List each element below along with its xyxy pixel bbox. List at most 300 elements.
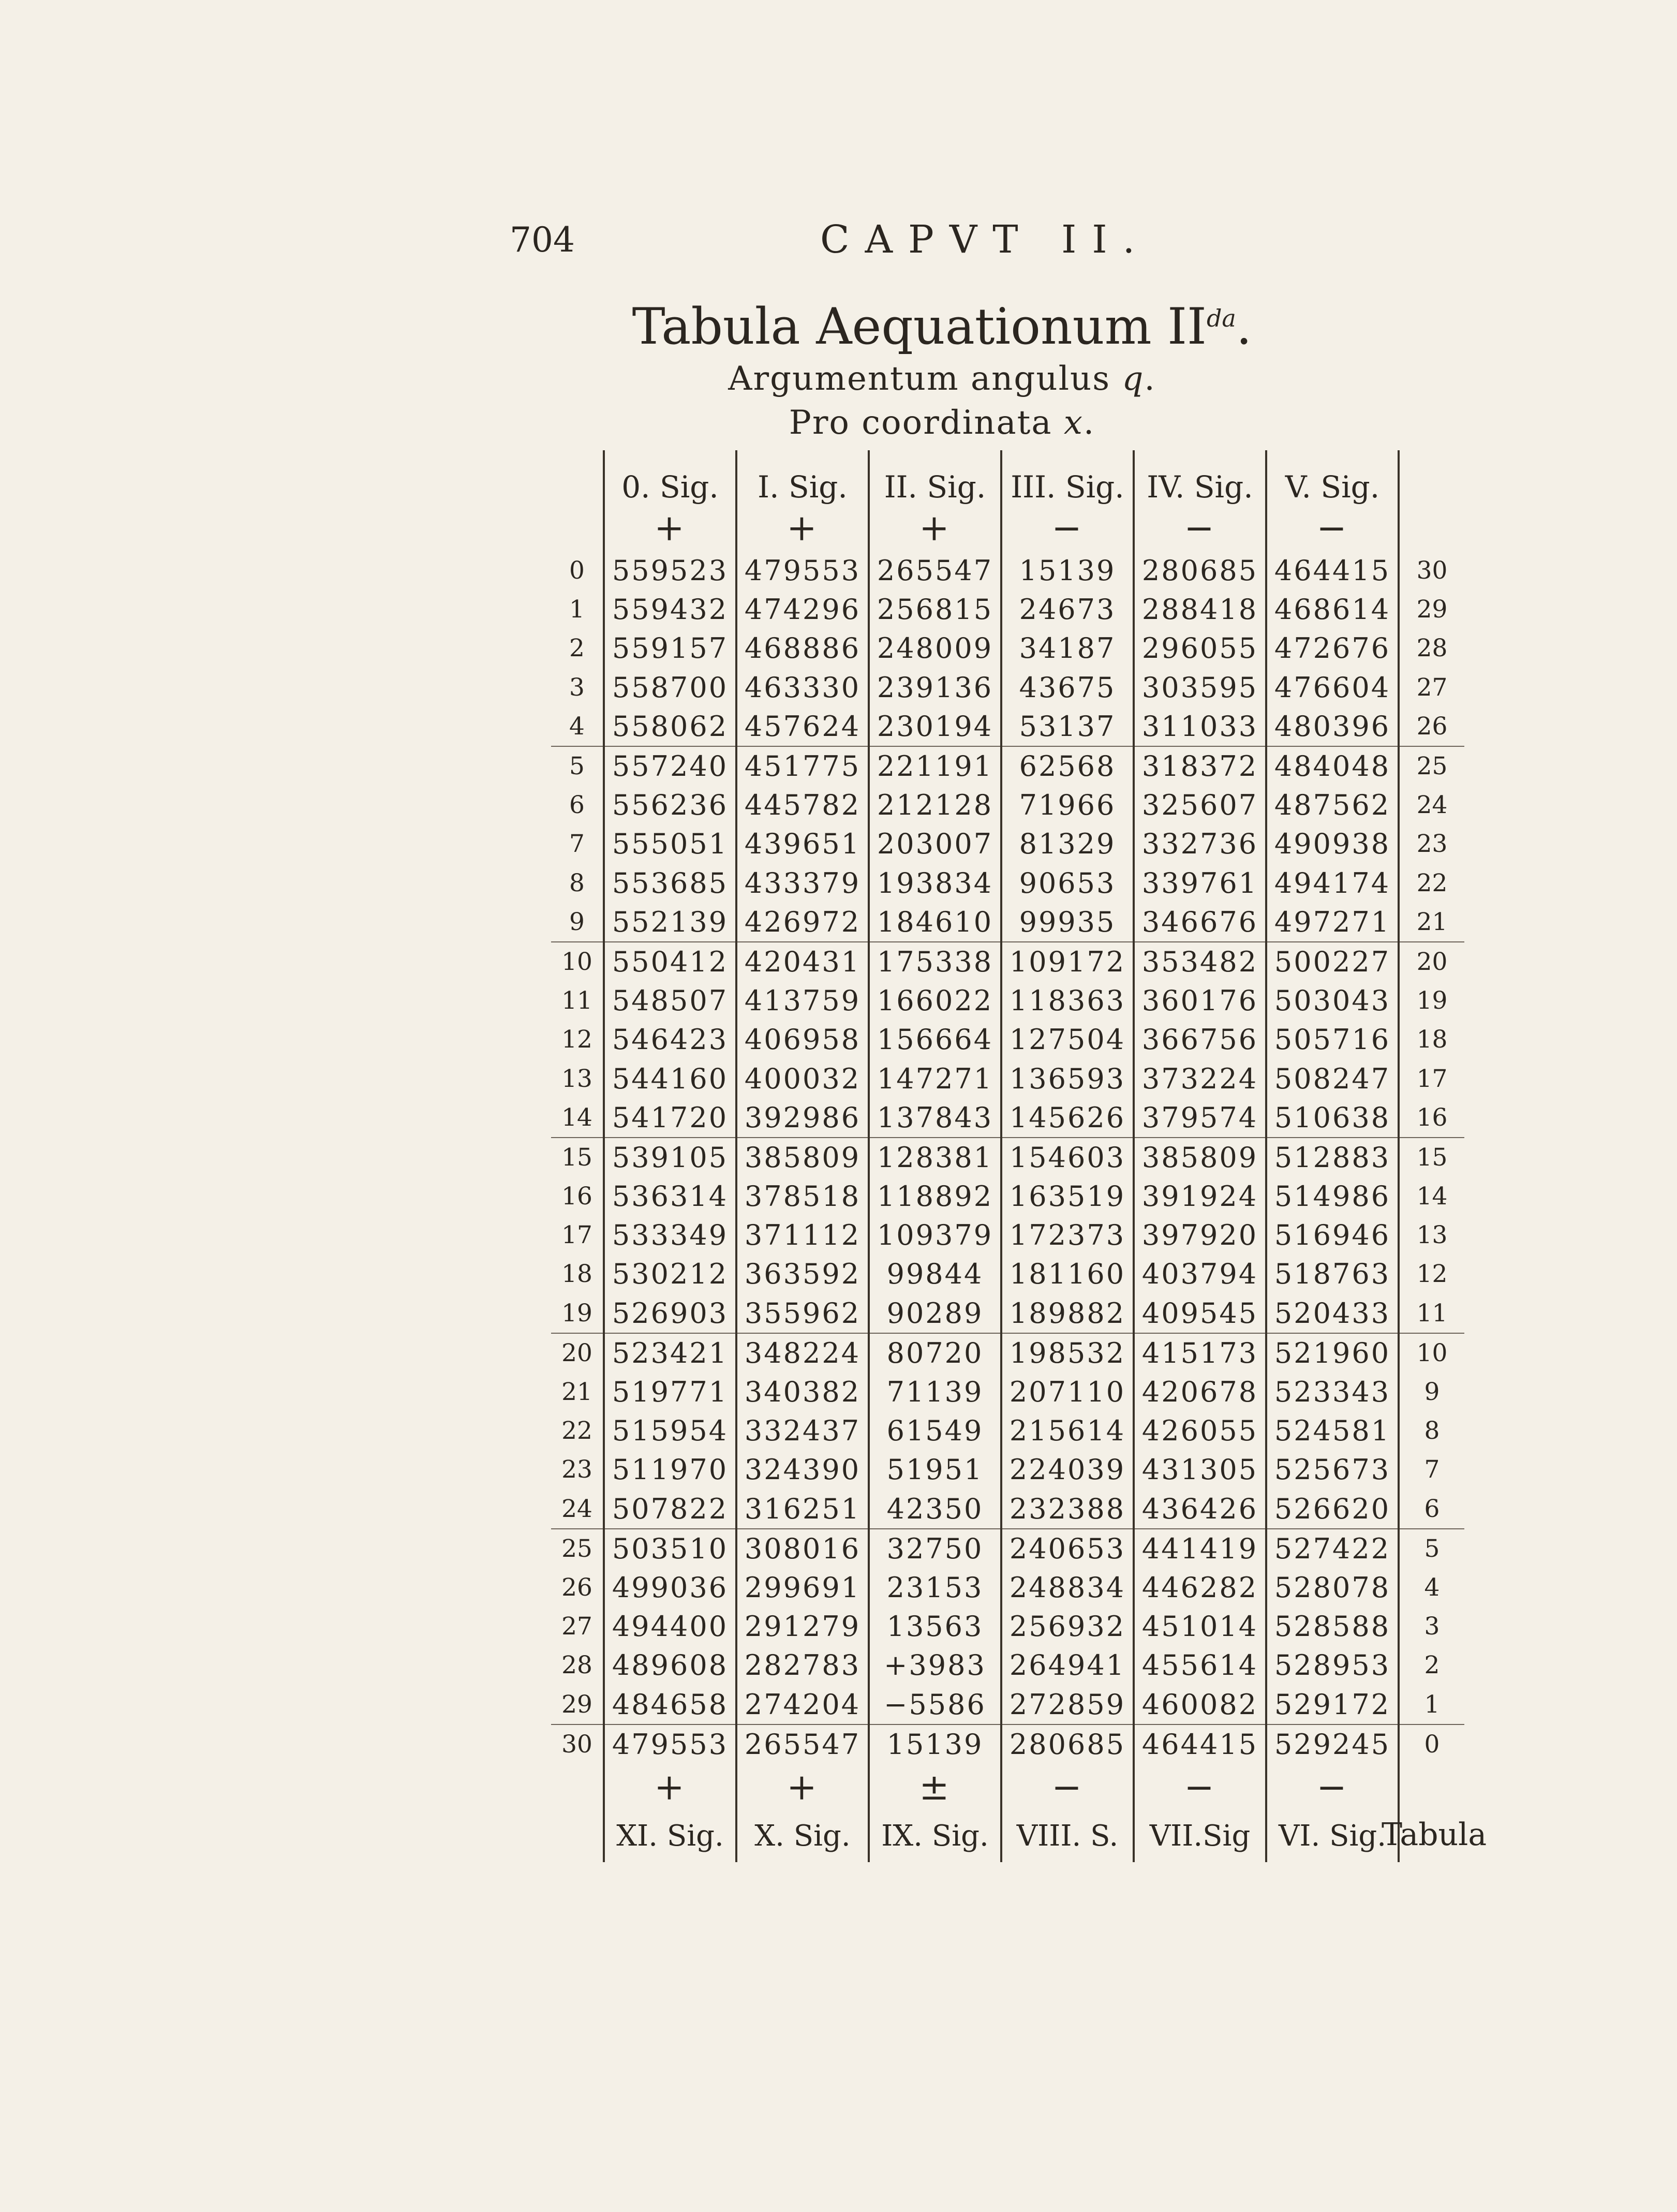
table-cell: 207110 <box>1001 1373 1134 1411</box>
table-cell: 224039 <box>1001 1450 1134 1489</box>
table-cell: 353482 <box>1134 942 1266 981</box>
degree-right: 0 <box>1424 1730 1440 1759</box>
table-cell: 373224 <box>1134 1059 1266 1098</box>
table-cell: 99844 <box>869 1255 1001 1293</box>
table-cell: 128381 <box>869 1138 1001 1177</box>
table-cell: 431305 <box>1134 1450 1266 1489</box>
table-cell: 118892 <box>869 1177 1001 1216</box>
table-cell: 409545 <box>1134 1294 1266 1333</box>
table-cell: 198532 <box>1001 1333 1134 1373</box>
table-row <box>551 1411 1464 1450</box>
table-cell: 557240 <box>604 746 736 786</box>
table-cell: 193834 <box>869 864 1001 903</box>
table-cell: 541720 <box>604 1098 736 1138</box>
table-cell: 184610 <box>869 903 1001 942</box>
table-cell: 355962 <box>736 1294 869 1333</box>
title-superscript: da <box>1206 304 1236 332</box>
subtitle-argument-variable: q <box>1122 360 1145 398</box>
table-cell: 288418 <box>1134 590 1266 629</box>
table-cell: 464415 <box>1266 551 1399 590</box>
table-cell: 420678 <box>1134 1373 1266 1411</box>
table-cell: 528588 <box>1266 1607 1399 1646</box>
degree-right: 13 <box>1416 1221 1448 1250</box>
table-cell: 13563 <box>869 1607 1001 1646</box>
degree-left: 9 <box>551 903 604 942</box>
degree-right: 21 <box>1399 903 1464 942</box>
degree-right: 9 <box>1424 1378 1440 1407</box>
degree-left: 17 <box>561 1221 592 1250</box>
degree-left: 5 <box>569 752 585 781</box>
table-cell: 23153 <box>869 1568 1001 1607</box>
top-sign-header: I. Sig. <box>736 450 869 505</box>
subtitle-coordinate-text: Pro coordinata <box>789 404 1064 442</box>
degree-left: 24 <box>551 1490 604 1529</box>
table-cell: 379574 <box>1134 1098 1266 1138</box>
table-cell: 127504 <box>1001 1020 1134 1059</box>
equation-table <box>551 450 1464 1862</box>
top-sign-row <box>551 450 1464 505</box>
table-cell: 520433 <box>1266 1294 1399 1333</box>
table-cell: 32750 <box>869 1529 1001 1568</box>
table-cell: 446282 <box>1134 1568 1266 1607</box>
table-cell: 147271 <box>869 1059 1001 1098</box>
degree-left: 10 <box>561 947 592 976</box>
table-cell: 397920 <box>1134 1216 1266 1255</box>
degree-right: 20 <box>1416 947 1448 976</box>
table-cell: 324390 <box>736 1450 869 1489</box>
table-cell: 436426 <box>1134 1490 1266 1529</box>
table-cell: 468886 <box>736 629 869 668</box>
bottom-sign-header: IX. Sig. <box>869 1810 1001 1862</box>
table-cell: 265547 <box>736 1724 869 1764</box>
table-cell: 392986 <box>736 1098 869 1138</box>
table-cell: 109379 <box>869 1216 1001 1255</box>
table-row <box>551 1294 1464 1333</box>
table-cell: 479553 <box>736 551 869 590</box>
table-cell: 256932 <box>1001 1607 1134 1646</box>
table-cell: 332736 <box>1134 824 1266 863</box>
degree-left: 30 <box>561 1730 592 1759</box>
table-cell: 476604 <box>1266 668 1399 707</box>
table-cell: 439651 <box>736 824 869 863</box>
table-cell: 80720 <box>869 1333 1001 1373</box>
table-cell: 299691 <box>736 1568 869 1607</box>
table-cell: 500227 <box>1266 942 1399 981</box>
table-cell: 544160 <box>604 1059 736 1098</box>
table-cell: 480396 <box>1266 707 1399 746</box>
table-row <box>551 1490 1464 1529</box>
table-row <box>551 590 1464 629</box>
degree-left: 2 <box>569 634 585 663</box>
degree-left: 23 <box>561 1455 592 1484</box>
table-cell: 348224 <box>736 1333 869 1373</box>
table-cell: 474296 <box>736 590 869 629</box>
table-row <box>551 1255 1464 1293</box>
table-cell: 548507 <box>604 981 736 1020</box>
degree-right: 19 <box>1416 986 1448 1015</box>
degree-right: 15 <box>1416 1143 1448 1172</box>
degree-left: 18 <box>561 1260 592 1289</box>
table-cell: 508247 <box>1266 1059 1399 1098</box>
table-cell: 552139 <box>604 903 736 942</box>
title-end: . <box>1236 298 1252 356</box>
table-cell: 163519 <box>1001 1177 1134 1216</box>
table-cell: 318372 <box>1134 746 1266 786</box>
table-row <box>551 942 1464 981</box>
table-cell: 559432 <box>604 590 736 629</box>
table-row <box>551 1646 1464 1685</box>
degree-left: 7 <box>569 830 585 859</box>
degree-left: 15 <box>561 1143 592 1172</box>
table-cell: 303595 <box>1134 668 1266 707</box>
degree-right: 8 <box>1424 1417 1440 1446</box>
table-cell: 90289 <box>869 1294 1001 1333</box>
table-cell: 15139 <box>869 1724 1001 1764</box>
table-cell: 505716 <box>1266 1020 1399 1059</box>
degree-right: 2 <box>1424 1651 1440 1680</box>
table-cell: 526620 <box>1266 1490 1399 1529</box>
table-cell: 248009 <box>869 629 1001 668</box>
table-cell: 451775 <box>736 746 869 786</box>
degree-left: 28 <box>561 1651 592 1680</box>
table-cell: 530212 <box>604 1255 736 1293</box>
table-cell: 510638 <box>1266 1098 1399 1138</box>
table-cell: 451014 <box>1134 1607 1266 1646</box>
degree-right: 24 <box>1416 791 1448 820</box>
table-cell: 499036 <box>604 1568 736 1607</box>
table-cell: 172373 <box>1001 1216 1134 1255</box>
table-cell: 212128 <box>869 786 1001 824</box>
table-row <box>551 1450 1464 1489</box>
table-cell: 109172 <box>1001 942 1134 981</box>
table-cell: 528078 <box>1266 1568 1399 1607</box>
table-cell: 61549 <box>869 1411 1001 1450</box>
degree-left: 4 <box>551 707 604 746</box>
page-number: 704 <box>510 220 575 260</box>
table-cell: 558062 <box>604 707 736 746</box>
table-row <box>551 1098 1464 1138</box>
degree-right: 14 <box>1416 1182 1448 1211</box>
table-cell: 420431 <box>736 942 869 981</box>
table-cell: 308016 <box>736 1529 869 1568</box>
table-cell: 518763 <box>1266 1255 1399 1293</box>
table-row <box>551 1724 1464 1764</box>
table-cell: 528953 <box>1266 1646 1399 1685</box>
table-cell: 203007 <box>869 824 1001 863</box>
table-cell: 464415 <box>1134 1724 1266 1764</box>
table-row <box>551 1138 1464 1177</box>
degree-right: 22 <box>1416 868 1448 897</box>
degree-left: 16 <box>561 1182 592 1211</box>
degree-right: 29 <box>1416 595 1448 624</box>
table-cell: 460082 <box>1134 1685 1266 1724</box>
table-cell: 51951 <box>869 1450 1001 1489</box>
table-cell: 556236 <box>604 786 736 824</box>
table-cell: 445782 <box>736 786 869 824</box>
table-row <box>551 824 1464 863</box>
table-cell: 426972 <box>736 903 869 942</box>
top-sign-mark: − <box>1134 505 1266 551</box>
corner-cell <box>1399 505 1464 551</box>
subtitle-coordinate: Pro coordinata x. <box>789 404 1095 442</box>
table-cell: 291279 <box>736 1607 869 1646</box>
table-row <box>551 746 1464 786</box>
table-cell: 484048 <box>1266 746 1399 786</box>
corner-cell <box>551 1764 604 1810</box>
table-cell: 366756 <box>1134 1020 1266 1059</box>
table-cell: 406958 <box>736 1020 869 1059</box>
corner-cell <box>551 450 604 505</box>
table-cell: 441419 <box>1134 1529 1266 1568</box>
bottom-sign-mark: − <box>1134 1764 1266 1810</box>
table-row <box>551 1607 1464 1646</box>
table-cell: 99935 <box>1001 903 1134 942</box>
degree-right: 16 <box>1399 1098 1464 1138</box>
top-sign-mark: − <box>1001 505 1134 551</box>
table-cell: 521960 <box>1266 1333 1399 1373</box>
table-cell: 479553 <box>604 1724 736 1764</box>
table-cell: 360176 <box>1134 981 1266 1020</box>
table-cell: 507822 <box>604 1490 736 1529</box>
table-cell: 332437 <box>736 1411 869 1450</box>
table-cell: 181160 <box>1001 1255 1134 1293</box>
table-cell: 340382 <box>736 1373 869 1411</box>
table-cell: 248834 <box>1001 1568 1134 1607</box>
catchword: Tabula <box>1382 1817 1487 1853</box>
table-cell: 325607 <box>1134 786 1266 824</box>
corner-cell <box>551 1810 604 1862</box>
top-sign-header: V. Sig. <box>1266 450 1399 505</box>
table-cell: −5586 <box>869 1685 1001 1724</box>
table-row <box>551 1333 1464 1373</box>
bottom-sign-row <box>551 1810 1464 1862</box>
table-cell: 311033 <box>1134 707 1266 746</box>
degree-left: 27 <box>561 1612 592 1641</box>
table-cell: 316251 <box>736 1490 869 1529</box>
table-row <box>551 629 1464 668</box>
degree-right: 1 <box>1399 1685 1464 1724</box>
degree-left: 20 <box>561 1338 592 1367</box>
table-cell: 533349 <box>604 1216 736 1255</box>
table-cell: 455614 <box>1134 1646 1266 1685</box>
table-cell: 463330 <box>736 668 869 707</box>
table-cell: 24673 <box>1001 590 1134 629</box>
degree-right: 5 <box>1424 1534 1440 1563</box>
table-cell: 553685 <box>604 864 736 903</box>
table-cell: 514986 <box>1266 1177 1399 1216</box>
table-cell: 215614 <box>1001 1411 1134 1450</box>
table-cell: 154603 <box>1001 1138 1134 1177</box>
table-cell: 145626 <box>1001 1098 1134 1138</box>
top-sign-mark: + <box>604 505 736 551</box>
degree-right: 12 <box>1416 1260 1448 1289</box>
bottom-sign-mark: + <box>736 1764 869 1810</box>
top-sign-header: 0. Sig. <box>604 450 736 505</box>
degree-right: 26 <box>1399 707 1464 746</box>
table-cell: 346676 <box>1134 903 1266 942</box>
top-mark-row <box>551 505 1464 551</box>
table-cell: 515954 <box>604 1411 736 1450</box>
table-row <box>551 1568 1464 1607</box>
subtitle-argument-text: Argumentum angulus <box>728 360 1122 398</box>
table-cell: 558700 <box>604 668 736 707</box>
degree-left: 29 <box>551 1685 604 1724</box>
bottom-sign-header: XI. Sig. <box>604 1810 736 1862</box>
degree-left: 1 <box>569 595 585 624</box>
top-sign-header: IV. Sig. <box>1134 450 1266 505</box>
table-cell: 81329 <box>1001 824 1134 863</box>
degree-right: 6 <box>1399 1490 1464 1529</box>
table-cell: 240653 <box>1001 1529 1134 1568</box>
bottom-sign-header: VIII. S. <box>1001 1810 1134 1862</box>
bottom-sign-header: X. Sig. <box>736 1810 869 1862</box>
degree-left: 8 <box>569 868 585 897</box>
table-cell: 71139 <box>869 1373 1001 1411</box>
table-cell: 484658 <box>604 1685 736 1724</box>
table-row <box>551 668 1464 707</box>
table-cell: 555051 <box>604 824 736 863</box>
table-cell: 503043 <box>1266 981 1399 1020</box>
degree-right: 30 <box>1416 556 1448 585</box>
running-head: CAPVT II. <box>820 217 1151 262</box>
table-row <box>551 1685 1464 1724</box>
bottom-sign-header: VII.Sig <box>1134 1810 1266 1862</box>
table-cell: 264941 <box>1001 1646 1134 1685</box>
table-cell: 487562 <box>1266 786 1399 824</box>
table-cell: 526903 <box>604 1294 736 1333</box>
table-cell: 378518 <box>736 1177 869 1216</box>
degree-right: 17 <box>1416 1064 1448 1093</box>
table-cell: 71966 <box>1001 786 1134 824</box>
degree-right: 7 <box>1424 1455 1440 1484</box>
table-row <box>551 707 1464 746</box>
table-cell: 494400 <box>604 1607 736 1646</box>
table-cell: 536314 <box>604 1177 736 1216</box>
degree-left: 6 <box>569 791 585 820</box>
table-cell: 490938 <box>1266 824 1399 863</box>
table-cell: 265547 <box>869 551 1001 590</box>
table-cell: 472676 <box>1266 629 1399 668</box>
top-sign-header: III. Sig. <box>1001 450 1134 505</box>
table-cell: 539105 <box>604 1138 736 1177</box>
subtitle-argument: Argumentum angulus q. <box>728 360 1156 398</box>
table-cell: 189882 <box>1001 1294 1134 1333</box>
table-cell: 468614 <box>1266 590 1399 629</box>
table-row <box>551 1529 1464 1568</box>
table-cell: 166022 <box>869 981 1001 1020</box>
table-cell: 43675 <box>1001 668 1134 707</box>
table-cell: 415173 <box>1134 1333 1266 1373</box>
table-cell: 525673 <box>1266 1450 1399 1489</box>
degree-left: 3 <box>569 673 585 702</box>
table-cell: 34187 <box>1001 629 1134 668</box>
table-cell: 497271 <box>1266 903 1399 942</box>
table-cell: 15139 <box>1001 551 1134 590</box>
degree-right: 4 <box>1424 1573 1440 1602</box>
table-cell: 137843 <box>869 1098 1001 1138</box>
degree-left: 11 <box>561 986 592 1015</box>
table-cell: 489608 <box>604 1646 736 1685</box>
table-cell: 403794 <box>1134 1255 1266 1293</box>
degree-left: 22 <box>561 1417 592 1446</box>
table-row <box>551 786 1464 824</box>
corner-cell <box>551 505 604 551</box>
table-cell: 524581 <box>1266 1411 1399 1450</box>
table-row <box>551 1059 1464 1098</box>
table-cell: 371112 <box>736 1216 869 1255</box>
degree-left: 21 <box>561 1378 592 1407</box>
table-cell: 282783 <box>736 1646 869 1685</box>
table-row <box>551 1216 1464 1255</box>
table-cell: 118363 <box>1001 981 1134 1020</box>
table-cell: 527422 <box>1266 1529 1399 1568</box>
table-cell: 280685 <box>1134 551 1266 590</box>
bottom-mark-row <box>551 1764 1464 1810</box>
table-cell: 400032 <box>736 1059 869 1098</box>
table-row <box>551 981 1464 1020</box>
table-cell: 519771 <box>604 1373 736 1411</box>
table-cell: 230194 <box>869 707 1001 746</box>
table-cell: 550412 <box>604 942 736 981</box>
table-cell: 296055 <box>1134 629 1266 668</box>
table-cell: 156664 <box>869 1020 1001 1059</box>
degree-right: 25 <box>1416 752 1448 781</box>
degree-right: 10 <box>1416 1338 1448 1367</box>
table-cell: 42350 <box>869 1490 1001 1529</box>
table-title <box>0 298 1677 356</box>
table-cell: 426055 <box>1134 1411 1266 1450</box>
table-cell: 363592 <box>736 1255 869 1293</box>
bottom-sign-mark: + <box>604 1764 736 1810</box>
table-cell: 457624 <box>736 707 869 746</box>
table-cell: 391924 <box>1134 1177 1266 1216</box>
table-cell: 256815 <box>869 590 1001 629</box>
degree-left: 26 <box>561 1573 592 1602</box>
table-row <box>551 864 1464 903</box>
table-cell: 221191 <box>869 746 1001 786</box>
table-cell: 274204 <box>736 1685 869 1724</box>
degree-right: 28 <box>1416 634 1448 663</box>
table-row <box>551 1177 1464 1216</box>
degree-left: 12 <box>561 1025 592 1054</box>
degree-right: 27 <box>1416 673 1448 702</box>
table-cell: 494174 <box>1266 864 1399 903</box>
table-cell: 53137 <box>1001 707 1134 746</box>
corner-cell <box>1399 450 1464 505</box>
table-cell: 512883 <box>1266 1138 1399 1177</box>
top-sign-header: II. Sig. <box>869 450 1001 505</box>
top-sign-mark: + <box>736 505 869 551</box>
top-sign-mark: + <box>869 505 1001 551</box>
top-sign-mark: − <box>1266 505 1399 551</box>
table-cell: 272859 <box>1001 1685 1134 1724</box>
bottom-sign-header: VI. Sig. <box>1266 1810 1399 1862</box>
degree-left: 13 <box>561 1064 592 1093</box>
table-cell: 523343 <box>1266 1373 1399 1411</box>
table-cell: 232388 <box>1001 1490 1134 1529</box>
table-title-text: Tabula Aequationum II <box>632 298 1207 356</box>
table-cell: 136593 <box>1001 1059 1134 1098</box>
table-cell: 62568 <box>1001 746 1134 786</box>
degree-left: 19 <box>551 1294 604 1333</box>
table-cell: 385809 <box>736 1138 869 1177</box>
table-cell: 546423 <box>604 1020 736 1059</box>
subtitle-coordinate-variable: x <box>1063 404 1084 442</box>
table-row <box>551 1373 1464 1411</box>
table-row <box>551 903 1464 942</box>
table-cell: 559523 <box>604 551 736 590</box>
degree-left: 25 <box>561 1534 592 1563</box>
